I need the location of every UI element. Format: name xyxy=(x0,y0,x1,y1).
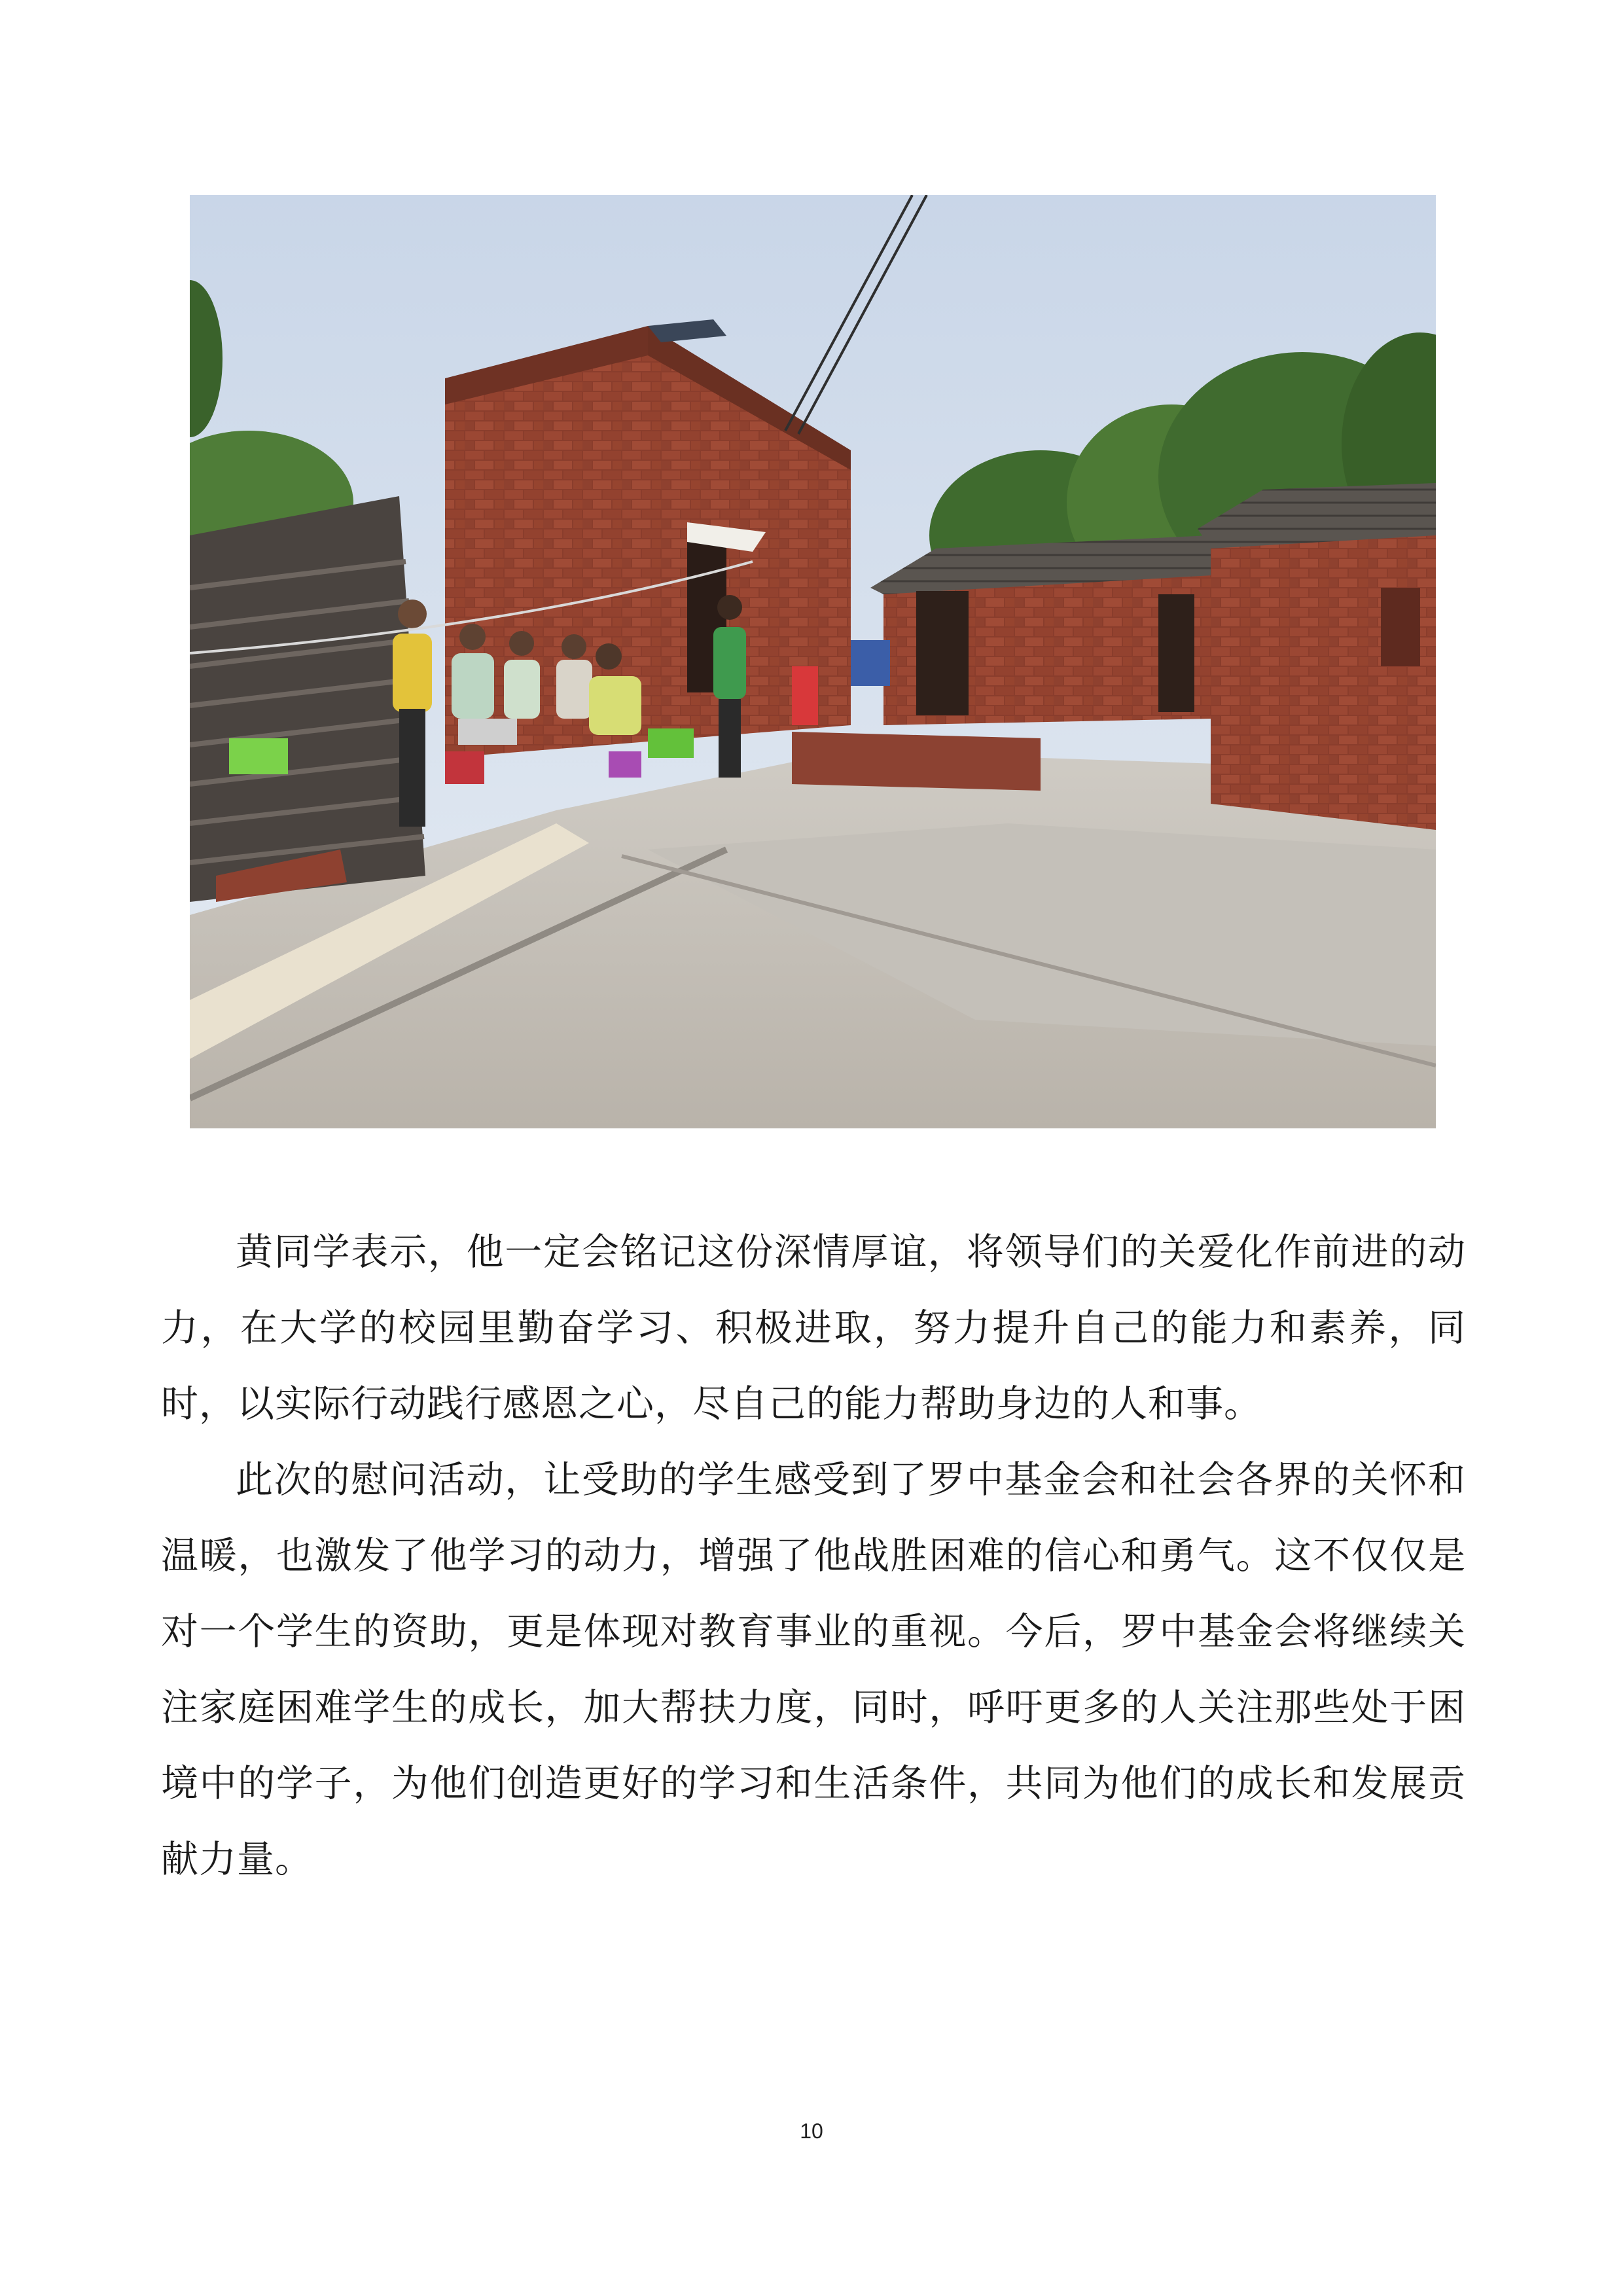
paragraph: 黄同学表示，他一定会铭记这份深情厚谊，将领导们的关爱化作前进的动力，在大学的校园里勤奋学习、积极进取，努力提升自己的能力和素养，同时，以实际行动践行感恩之心，尽自己的能力帮助身边的人和事。 xyxy=(161,1230,1466,1426)
body-text xyxy=(161,1214,1466,1897)
document-photo xyxy=(190,195,1436,1128)
page-number: 10 xyxy=(800,2119,823,2143)
paragraph: 此次的慰问活动，让受助的学生感受到了罗中基金会和社会各界的关怀和温暖，也激发了他学习的动力，增强了他战胜困难的信心和勇气。这不仅仅是对一个学生的资助，更是体现对教育事业的重视。今后，罗中基金会将继续关注家庭困难学生的成长，加大帮扶力度，同时，呼吁更多的人关注那些处于困境中的学子，为他们创造更好的学习和生活条件，共同为他们的成长和发展贡献力量。 xyxy=(161,1458,1466,1881)
stairs xyxy=(190,496,425,902)
